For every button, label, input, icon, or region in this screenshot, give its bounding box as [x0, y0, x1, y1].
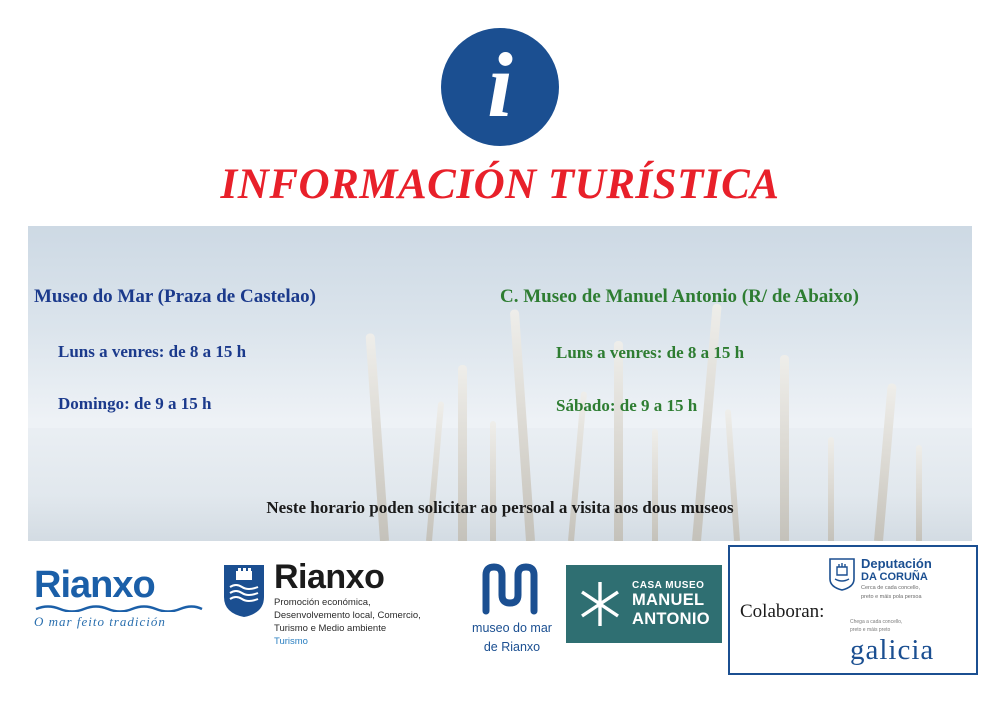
galicia-tagline-2: preto e máis preto	[850, 627, 891, 633]
photo-pole	[652, 429, 658, 541]
star-icon	[574, 578, 626, 630]
casa-museo-hours-saturday: Sábado: de 9 a 15 h	[556, 396, 698, 415]
colaboran-box	[728, 545, 978, 675]
casa-museo-manuel-antonio-logo	[566, 565, 722, 643]
concello-word: Rianxo	[274, 558, 385, 596]
deputacion-line-2: DA CORUÑA	[861, 571, 928, 583]
museo-do-mar-caption-2: de Rianxo	[483, 640, 541, 654]
museo-do-mar-caption-1: museo do mar	[472, 621, 552, 635]
page-title: INFORMACIÓN TURÍSTICA	[220, 161, 780, 208]
shield-icon	[222, 563, 266, 619]
casa-museo-line-1: CASA MUSEO	[632, 579, 705, 591]
concello-dept-line-2: Desenvolvemento local, Comercio,	[274, 610, 421, 621]
information-icon-glyph: i	[487, 34, 513, 136]
photo-pole	[490, 421, 496, 541]
casa-museo-hours-weekday: Luns a venres: de 8 a 15 h	[556, 343, 745, 362]
concello-dept-line-3: Turismo e Medio ambiente	[274, 623, 387, 634]
coat-of-arms-icon	[828, 557, 856, 591]
casa-museo-line-3: ANTONIO	[632, 609, 710, 628]
rianxo-brand-logo	[34, 565, 214, 630]
visit-note: Neste horario poden solicitar ao persoal a visita aos dous museos	[266, 498, 734, 517]
casa-museo-line-2: MANUEL	[632, 590, 705, 609]
museum-title-museo-do-mar: Museo do Mar (Praza de Castelao)	[34, 286, 316, 307]
rianxo-brand-slogan: O mar feito tradición	[34, 614, 166, 629]
rianxo-brand-word: Rianxo	[34, 564, 155, 606]
concello-dept-line-1: Promoción económica,	[274, 597, 371, 608]
logo-strip	[0, 545, 1000, 707]
museo-do-mar-hours-weekday: Luns a venres: de 8 a 15 h	[58, 342, 247, 361]
background-photo	[28, 226, 972, 541]
galicia-logo	[850, 619, 968, 665]
deputacion-tagline-2: preto e máis pola persoa	[861, 594, 922, 600]
deputacion-tagline-1: Cerca de cada concello,	[861, 585, 921, 591]
galicia-word: galicia	[850, 634, 935, 666]
concello-turismo-label: Turismo	[274, 636, 308, 647]
museo-do-mar-hours-sunday: Domingo: de 9 a 15 h	[58, 394, 212, 413]
museo-do-mar-logo	[452, 561, 572, 655]
deputacion-line-1: Deputación	[861, 556, 932, 571]
photo-pole	[828, 437, 834, 541]
museo-do-mar-mark-icon	[476, 561, 548, 617]
information-icon	[441, 28, 559, 146]
photo-pole	[916, 445, 922, 541]
colaboran-label: Colaboran:	[740, 601, 825, 622]
galicia-tagline-1: Chega a cada concello,	[850, 619, 903, 625]
museum-title-casa-museo-manuel-antonio: C. Museo de Manuel Antonio (R/ de Abaixo)	[500, 286, 859, 307]
header-banner	[0, 0, 1000, 226]
deputacion-da-coruna-logo	[828, 557, 970, 601]
